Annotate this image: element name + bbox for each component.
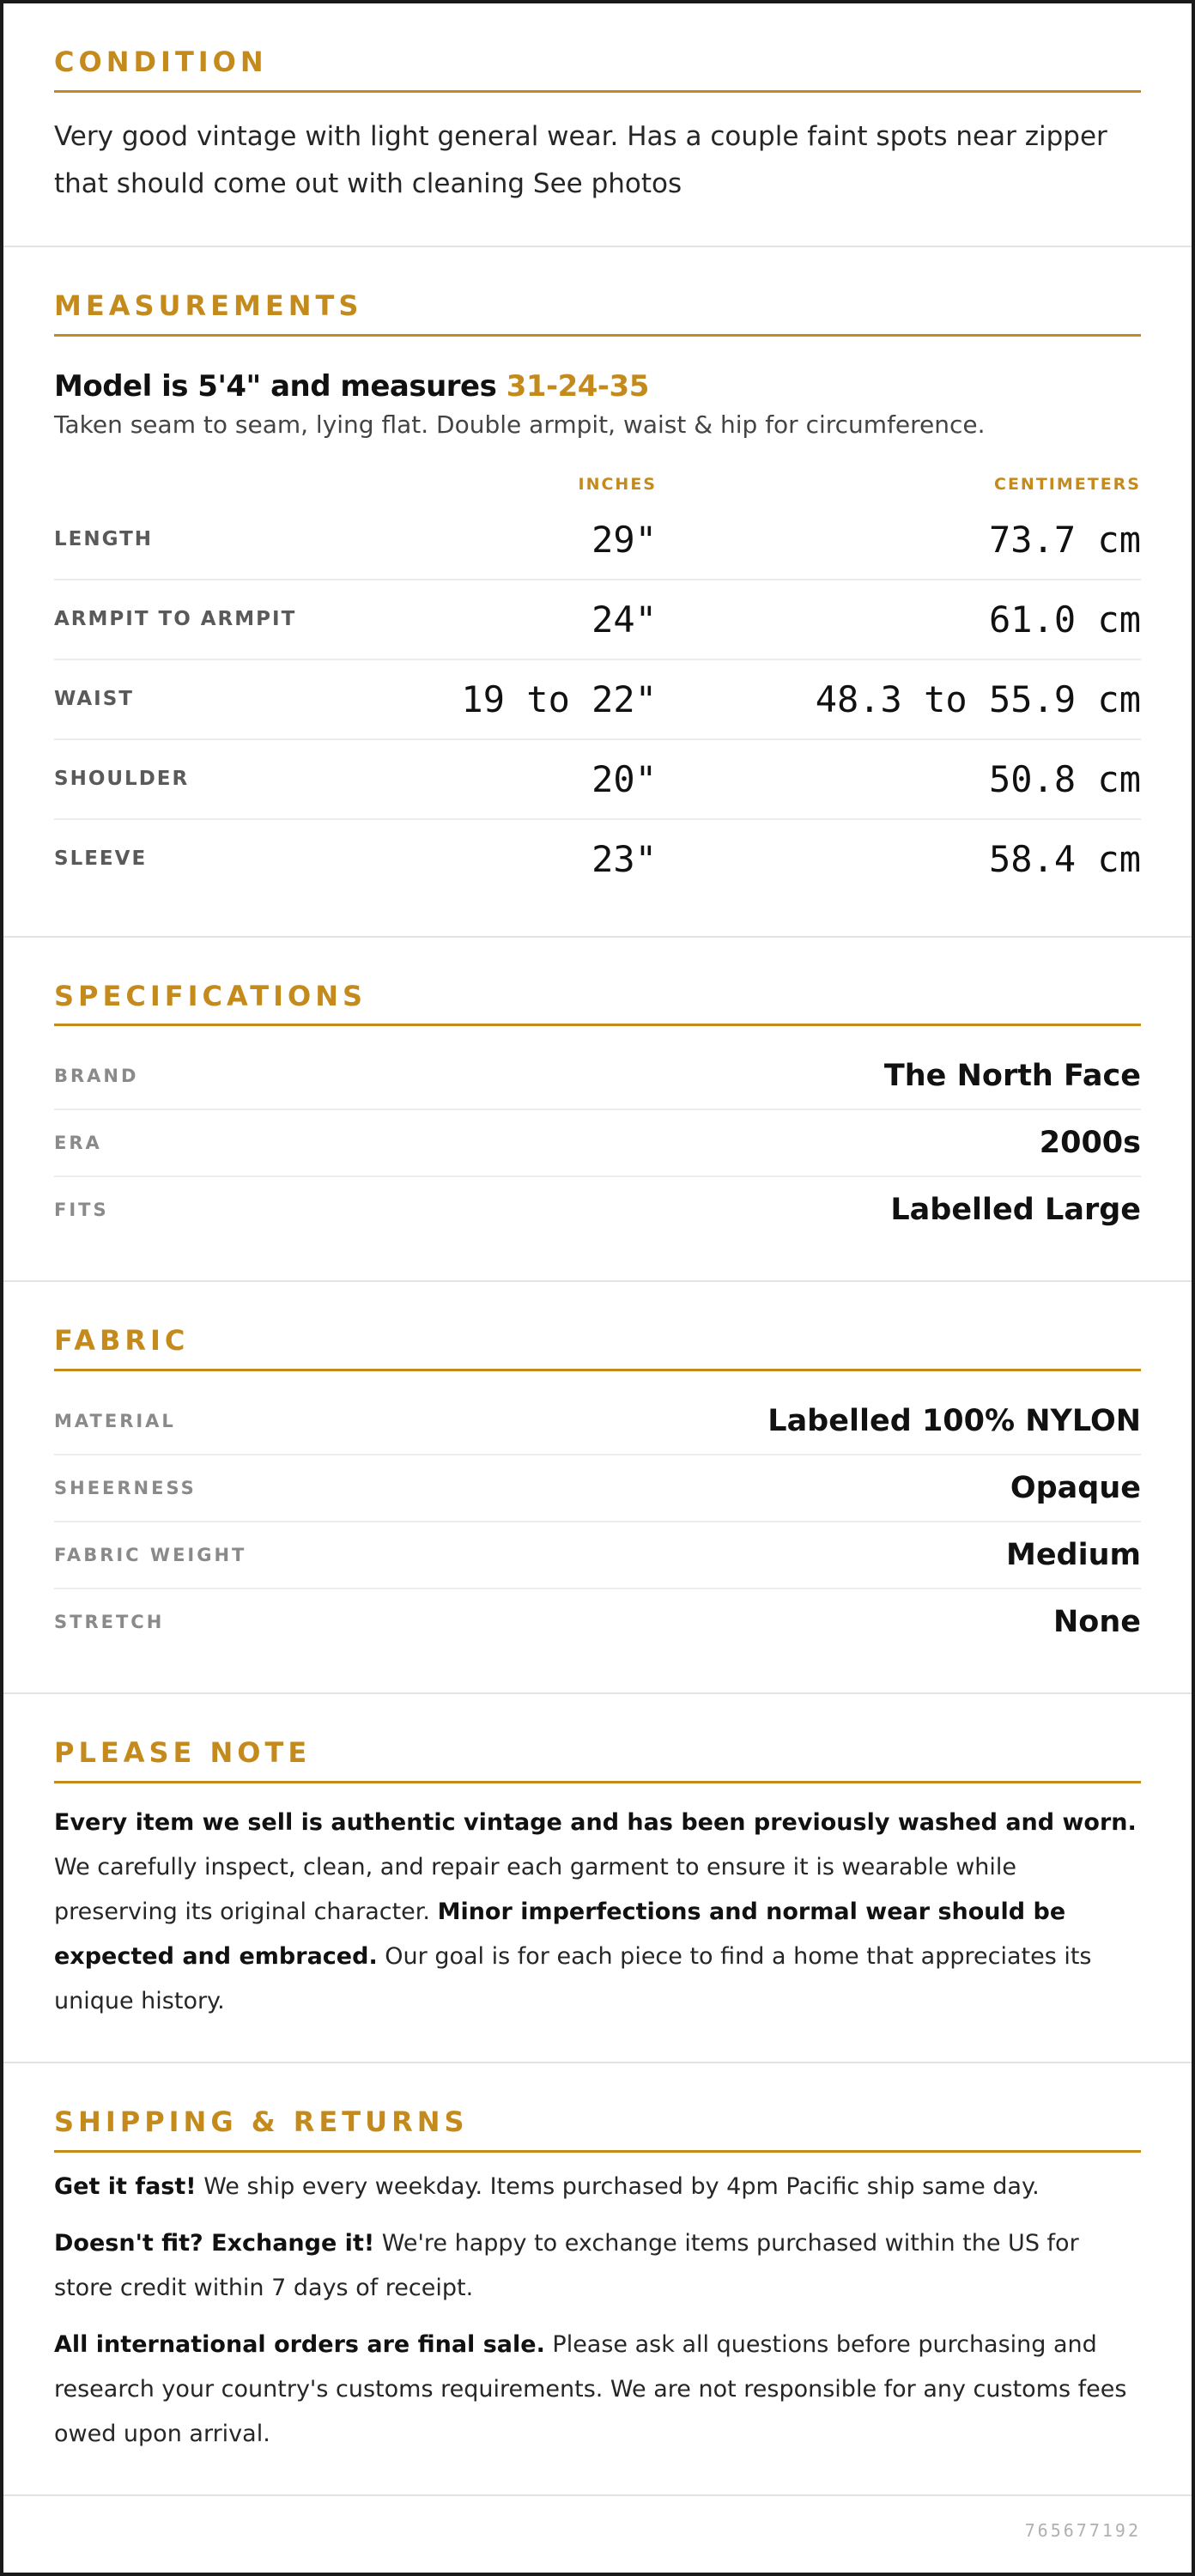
fabric-title: FABRIC — [54, 1325, 1141, 1371]
note-bold-1: Every item we sell is authentic vintage and has been previously washed and worn. — [54, 1808, 1137, 1836]
shipping-title: SHIPPING & RETURNS — [54, 2106, 1141, 2153]
fabric-label: STRETCH — [54, 1612, 165, 1633]
shipping-text-1: We ship every weekday. Items purchased by 4pm Pacific ship same day. — [196, 2172, 1040, 2200]
fabric-value: Opaque — [1010, 1471, 1141, 1506]
model-measurements — [54, 369, 1141, 404]
shipping-bold-1: Get it fast! — [54, 2172, 197, 2200]
list-item — [54, 1455, 1141, 1522]
shipping-bold-2: Doesn't fit? Exchange it! — [54, 2229, 375, 2257]
measure-inches: 29" — [591, 518, 657, 561]
fabric-label: SHEERNESS — [54, 1478, 197, 1499]
table-row — [54, 501, 1141, 580]
note-text-2: Our goal is for each piece to find a home that appreciates its unique history. — [54, 1942, 1092, 2014]
list-item — [54, 1043, 1141, 1110]
condition-text: Very good vintage with light general wear. Has a couple faint spots near zipper that should come out with cleaning See photos — [54, 120, 1107, 199]
measure-inches: 20" — [591, 757, 657, 800]
fabric-label: FABRIC WEIGHT — [54, 1545, 247, 1566]
measurements-header-row — [54, 475, 1141, 494]
fabric-label: MATERIAL — [54, 1411, 176, 1432]
fabric-section — [3, 1282, 1192, 1694]
spec-value: 2000s — [1039, 1126, 1141, 1161]
spec-value: The North Face — [883, 1059, 1141, 1094]
measure-cm: 48.3 to 55.9 cm — [815, 677, 1141, 720]
note-text-1: We carefully inspect, clean, and repair each garment to ensure it is wearable while preserving its original character. — [54, 1853, 1017, 1925]
measurements-table — [54, 501, 1141, 898]
inches-column-header: INCHES — [578, 474, 657, 494]
measure-cm: 73.7 cm — [988, 518, 1141, 561]
fabric-value: None — [1053, 1605, 1141, 1640]
measure-inches: 19 to 22" — [461, 677, 657, 720]
note-bold-2: Minor imperfections and normal wear should be expected and embraced. — [54, 1898, 1066, 1970]
item-id: 765677192 — [1024, 2519, 1141, 2541]
measure-cm: 58.4 cm — [988, 837, 1141, 880]
shipping-text-2: We're happy to exchange items purchased within the US for store credit within 7 days of receipt. — [54, 2229, 1079, 2301]
shipping-text-3: Please ask all questions before purchasing and research your country's customs requirements. We are not responsible for any customs fees owed upon arrival. — [54, 2330, 1127, 2447]
table-row — [54, 580, 1141, 660]
please-note-title: PLEASE NOTE — [54, 1737, 1141, 1783]
measure-method-note: Taken seam to seam, lying flat. Double armpit, waist & hip for circumference. — [54, 410, 986, 439]
list-item — [54, 1110, 1141, 1177]
fabric-value: Medium — [1005, 1538, 1141, 1573]
model-measure-value: 31-24-35 — [506, 368, 649, 404]
specifications-title: SPECIFICATIONS — [54, 981, 1141, 1027]
measurements-title: MEASUREMENTS — [54, 290, 1141, 337]
shipping-paragraph-3 — [54, 2323, 1141, 2457]
specifications-section — [3, 938, 1192, 1283]
measure-inches: 24" — [591, 598, 657, 641]
table-row — [54, 740, 1141, 820]
table-row — [54, 820, 1141, 898]
measurements-section — [3, 247, 1192, 938]
measure-label: LENGTH — [54, 528, 154, 551]
measure-cm: 50.8 cm — [988, 757, 1141, 800]
list-item — [54, 1589, 1141, 1655]
list-item — [54, 1522, 1141, 1589]
condition-title: CONDITION — [54, 46, 1141, 93]
spec-label: FITS — [54, 1200, 109, 1221]
shipping-bold-3: All international orders are final sale. — [54, 2330, 545, 2358]
fabric-value: Labelled 100% NYLON — [767, 1404, 1141, 1439]
spec-label: ERA — [54, 1133, 102, 1154]
measure-cm: 61.0 cm — [988, 598, 1141, 641]
measure-label: WAIST — [54, 688, 134, 711]
shipping-paragraph-2 — [54, 2221, 1141, 2311]
spec-label: BRAND — [54, 1066, 139, 1087]
list-item — [54, 1388, 1141, 1455]
please-note-text — [54, 1801, 1141, 2024]
table-row — [54, 660, 1141, 740]
shipping-section — [3, 2063, 1192, 2496]
model-prefix: Model is 5'4" and measures — [54, 368, 507, 404]
shipping-paragraph-1 — [54, 2165, 1141, 2209]
header-spacer — [54, 475, 380, 494]
fabric-list — [54, 1388, 1141, 1655]
measure-label: SLEEVE — [54, 848, 148, 871]
list-item — [54, 1177, 1141, 1242]
condition-section — [3, 3, 1192, 247]
specifications-list — [54, 1043, 1141, 1242]
measure-label: ARMPIT TO ARMPIT — [54, 608, 297, 631]
please-note-section — [3, 1694, 1192, 2063]
centimeters-column-header: CENTIMETERS — [994, 474, 1141, 494]
measure-inches: 23" — [591, 837, 657, 880]
footer — [3, 2496, 1192, 2565]
spec-value: Labelled Large — [890, 1193, 1141, 1228]
measure-label: SHOULDER — [54, 768, 190, 791]
